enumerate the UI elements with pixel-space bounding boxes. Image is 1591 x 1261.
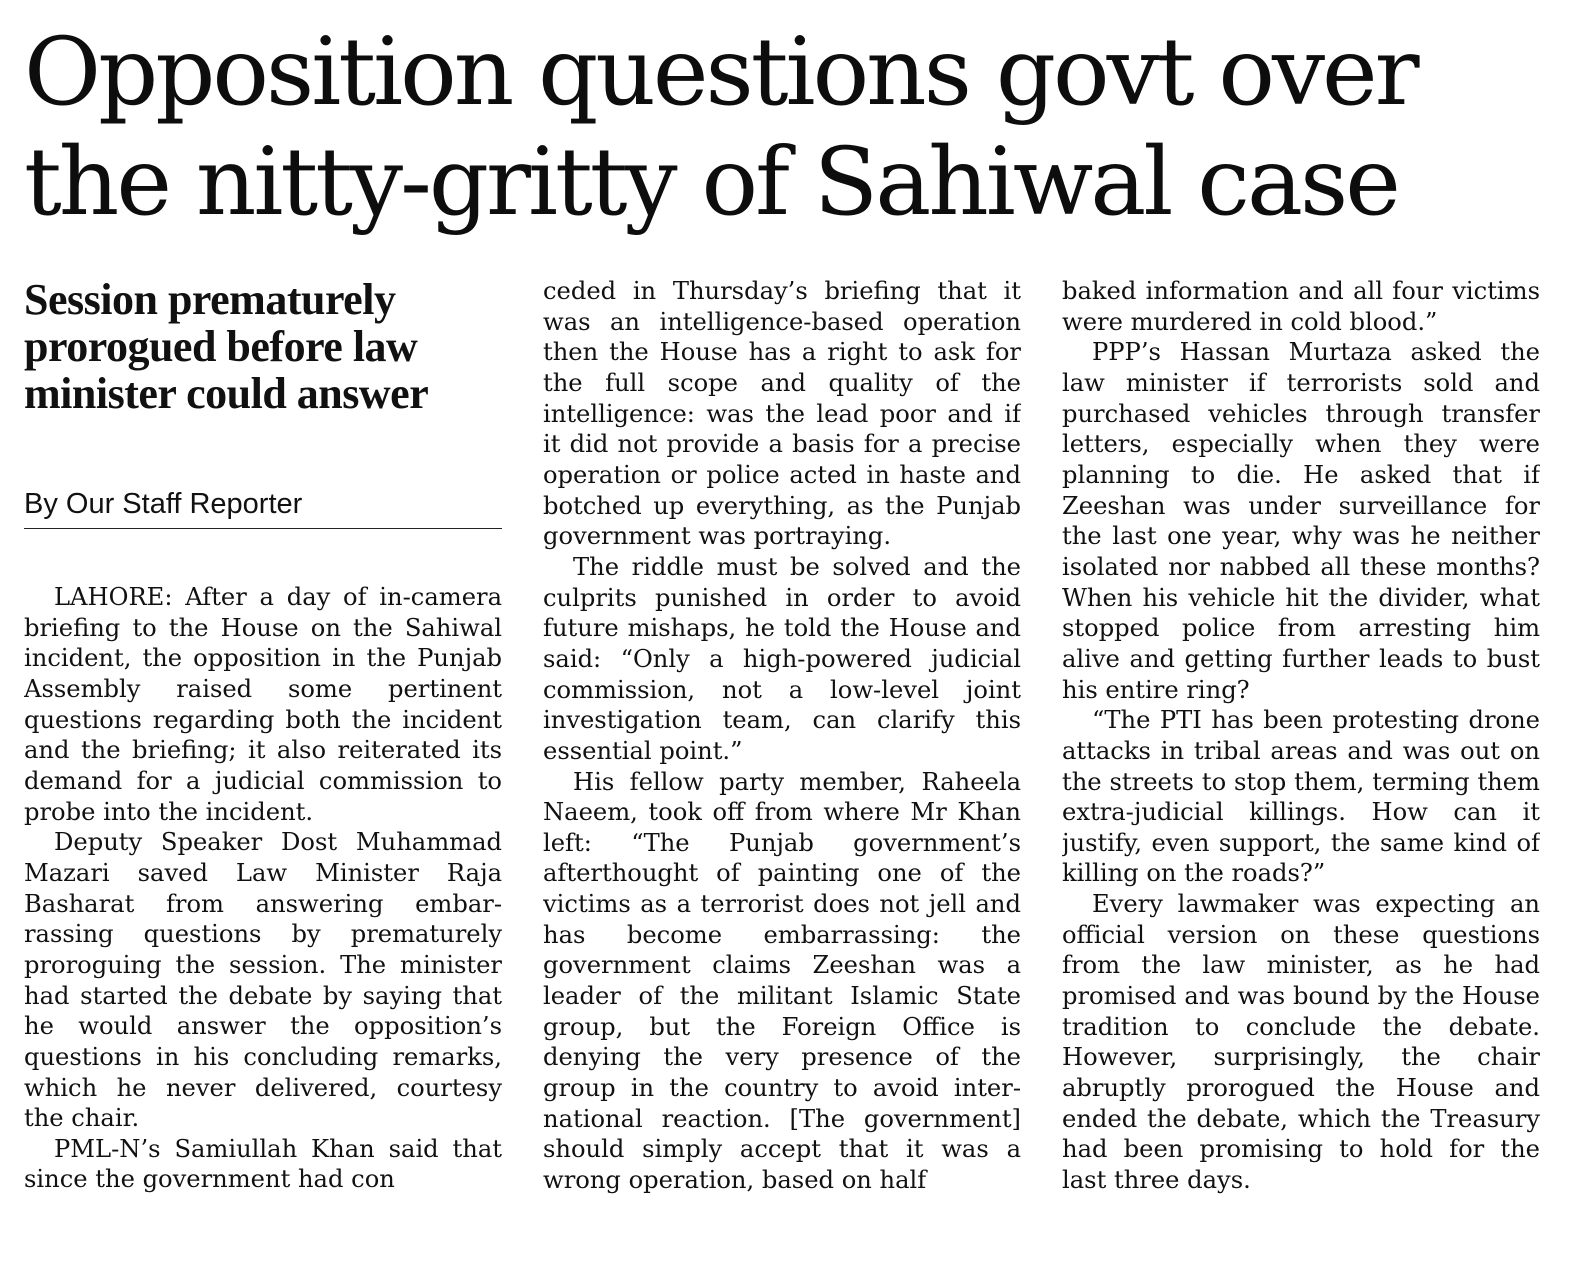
paragraph: Every lawmaker was expecting an official version on these questions from the law minister, as he had promised and was bound by the House tradition to conclude the debate. However, surprisingly, the chair abruptly prorogued the House and ended the debate, which the Treasury had been promising to hold for the last three days. — [1062, 890, 1540, 1195]
paragraph: “The PTI has been protesting drone attacks in tribal areas and was out on the streets to stop them, terming them extra-judicial killings. How can it justify, even support, the same kind of killing on the roads?” — [1062, 706, 1540, 888]
paragraph: PPP’s Hassan Murtaza asked the law minister if terrorists sold and purchased vehicles through transfer letters, especially when they were planning to die. He asked that if Zeeshan was under surveillance for the last one year, why was he neither isolated nor nabbed all these months? When his vehicle hit the divider, what stopped police from arresting him alive and getting further leads to bust his entire ring? — [1062, 338, 1540, 704]
headline: Opposition questions govt over the nitty-gritty of Sahiwal case — [24, 18, 1417, 237]
paragraph: The riddle must be solved and the culprits punished in order to avoid future mishaps, he told the House and said: “Only a high-powered judicial commission, not a low-level joint investigation team, can clarify this essential point.” — [543, 552, 1021, 765]
subheadline: Session prematurely prorogued before law minister could answer — [24, 275, 429, 418]
paragraph: LAHORE: After a day of in-camera briefing to the House on the Sahiwal incident, the opposition in the Punjab Assembly raised some pertinent questions regarding both the incident and the briefing; it also reiterated its demand for a judicial commission to probe into the incident. — [24, 583, 502, 826]
paragraph: ceded in Thursday’s briefing that it was an intelligence-based operation then the House has a right to ask for the full scope and quality of the intelligence: was the lead poor and if it did not provide a basis for a precise operation or police acted in haste and botched up everything, as the Punjab government was portraying. — [543, 277, 1021, 551]
article-column-1 — [24, 582, 502, 1242]
byline: By Our Staff Reporter — [24, 486, 502, 529]
paragraph: baked information and all four victims were murdered in cold blood.” — [1062, 277, 1540, 336]
article-column-2 — [543, 276, 1021, 1236]
article-column-3 — [1062, 276, 1540, 1236]
paragraph: His fellow party member, Raheela Naeem, took off from where Mr Khan left: “The Punjab government’s afterthought of painting one of the victims as a terrorist does not jell and has become embarrassing: the government claims Zeeshan was a leader of the militant Islamic State group, but the Foreign Office is denying the very presence of the group in the country to avoid international reaction. [The government] should simply accept that it was a wrong operation, based on half — [543, 767, 1021, 1195]
paragraph: Deputy Speaker Dost Muhammad Mazari saved Law Minister Raja Basharat from answering embarrassing questions by prematurely proroguing the session. The minister had started the debate by saying that he would answer the opposition’s questions in his concluding remarks, which he never delivered, courtesy the chair. — [24, 828, 502, 1133]
paragraph: PML-N’s Samiullah Khan said that since the government had con — [24, 1134, 502, 1194]
